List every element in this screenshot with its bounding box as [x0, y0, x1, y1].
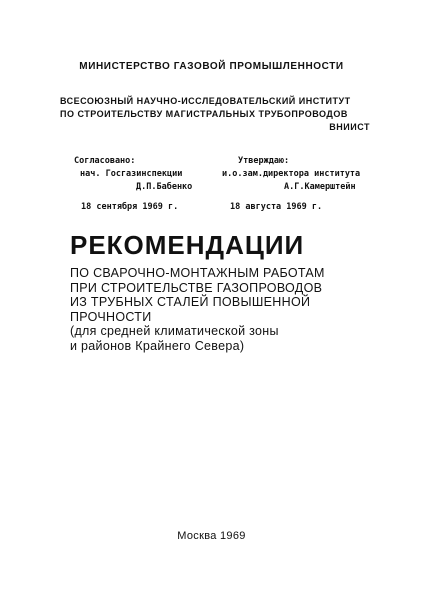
ministry-heading: МИНИСТЕРСТВО ГАЗОВОЙ ПРОМЫШЛЕННОСТИ: [79, 61, 344, 72]
institute-heading: [60, 95, 370, 134]
subtitle-line-4: ПРОЧНОСТИ: [70, 309, 152, 324]
institute-line-1: ВСЕСОЮЗНЫЙ НАУЧНО-ИССЛЕДОВАТЕЛЬСКИЙ ИНСТИТУТ: [60, 96, 351, 106]
agreed-position: нач. Госгазинспекции: [80, 169, 183, 179]
approved-date: 18 августа 1969 г.: [230, 202, 323, 212]
subtitle-line-3: ИЗ ТРУБНЫХ СТАЛЕЙ ПОВЫШЕННОЙ: [70, 295, 311, 309]
subtitle-line-2: ПРИ СТРОИТЕЛЬСТВЕ ГАЗОПРОВОДОВ: [70, 280, 323, 295]
approved-block: [222, 155, 360, 194]
agreed-block: [74, 155, 192, 194]
approved-heading: Утверждаю:: [238, 156, 290, 166]
agreed-name: Д.П.Бабенко: [136, 182, 193, 192]
city-year: Москва 1969: [177, 530, 246, 542]
subtitle-line-6: и районов Крайнего Севера): [70, 338, 245, 353]
subtitle-line-5: (для средней климатической зоны: [70, 324, 279, 338]
subtitle-line-1: ПО СВАРОЧНО-МОНТАЖНЫМ РАБОТАМ: [70, 266, 325, 280]
document-subtitle: [70, 266, 370, 353]
agreed-date: 18 сентября 1969 г.: [81, 202, 179, 212]
institute-line-2: ПО СТРОИТЕЛЬСТВУ МАГИСТРАЛЬНЫХ ТРУБОПРОВОДОВ: [60, 109, 348, 119]
institute-abbreviation: ВНИИСТ: [329, 122, 370, 132]
document-title: РЕКОМЕНДАЦИИ: [70, 230, 305, 260]
approved-position: и.о.зам.директора института: [222, 169, 361, 179]
agreed-heading: Согласовано:: [74, 156, 136, 166]
approved-name: А.Г.Камерштейн: [284, 182, 356, 192]
